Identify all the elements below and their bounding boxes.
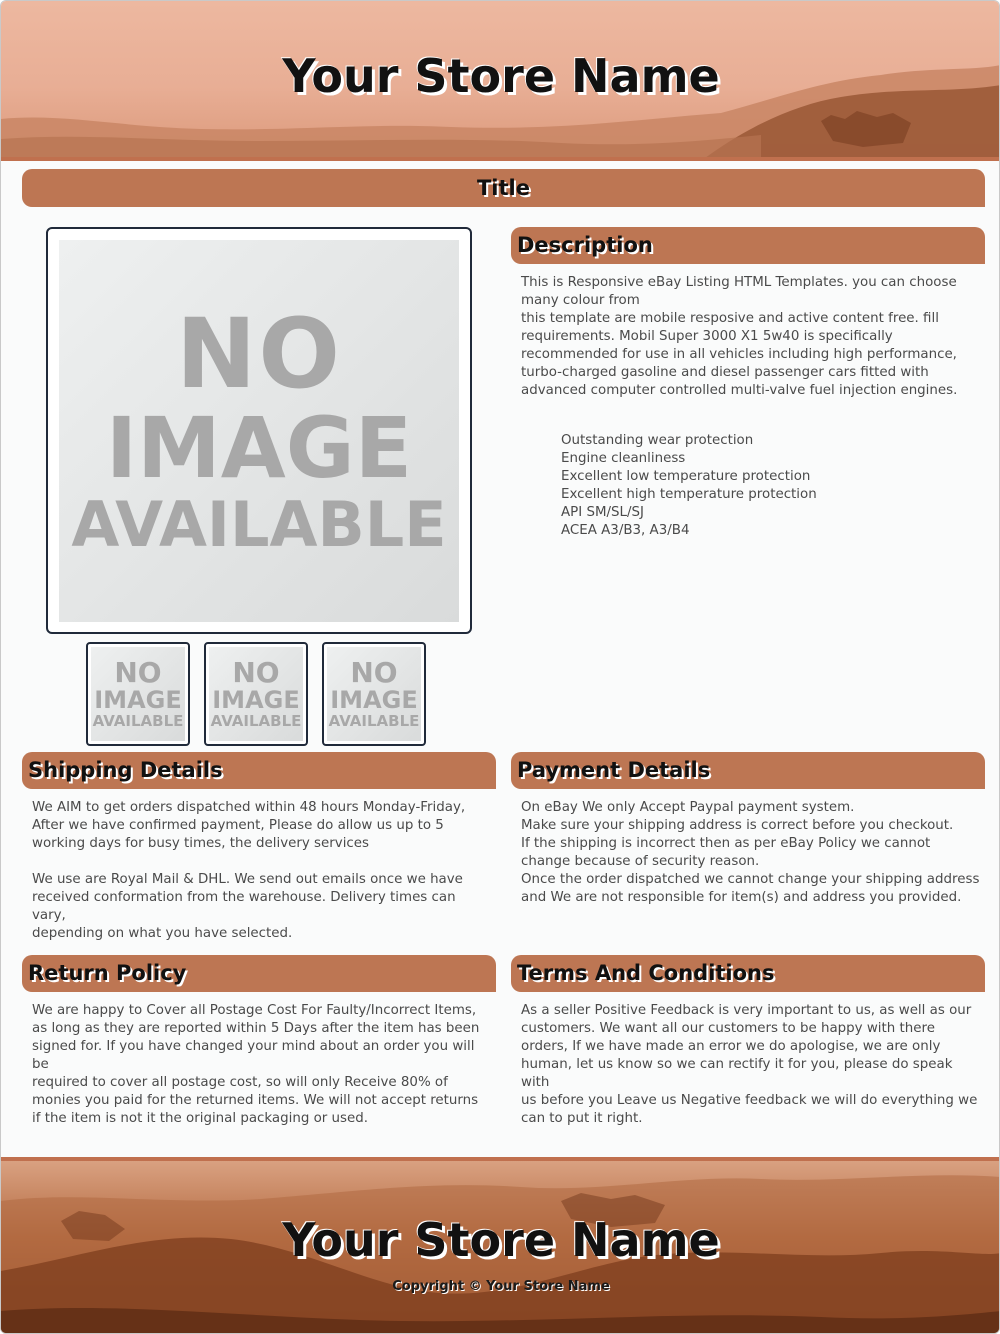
footer-copyright: Copyright © Your Store Name — [392, 1279, 610, 1294]
shipping-line: received conformation from the warehouse. Delivery times can vary, — [32, 890, 456, 923]
terms-line: us before you Leave us Negative feedback we will do everything we — [521, 1093, 978, 1108]
description-heading — [511, 227, 985, 264]
main-product-image[interactable] — [46, 227, 472, 634]
placeholder-line-1: NO — [350, 656, 398, 689]
terms-line: As a seller Positive Feedback is very important to us, as well as our — [521, 1003, 972, 1018]
shipping-line: After we have confirmed payment, Please do allow us up to 5 — [32, 818, 444, 833]
payment-line: If the shipping is incorrect then as per eBay Policy we cannot — [521, 836, 931, 851]
no-image-placeholder — [91, 647, 185, 741]
terms-heading — [511, 955, 985, 992]
feature-item: Outstanding wear protection — [561, 433, 754, 448]
returns-heading-text: Return Policy — [28, 961, 187, 985]
feature-item: Engine cleanliness — [561, 451, 686, 466]
payment-line: change because of security reason. — [521, 854, 760, 869]
payment-line: and We are not responsible for item(s) and address you provided. — [521, 890, 962, 905]
placeholder-line-2: IMAGE — [94, 686, 182, 714]
terms-line: orders, If we have made an error we do apologise, we are only — [521, 1039, 941, 1054]
payment-heading — [511, 752, 985, 789]
description-line: turbo-charged gasoline and diesel passenger cars fitted with — [521, 365, 929, 380]
description-line: recommended for use in all vehicles including high performance, — [521, 347, 957, 362]
returns-heading — [22, 955, 496, 992]
placeholder-line-2: IMAGE — [105, 399, 413, 497]
description-line: This is Responsive eBay Listing HTML Templates. you can choose — [521, 275, 957, 290]
listing-title-bar — [22, 169, 985, 207]
feature-item: Excellent low temperature protection — [561, 469, 811, 484]
placeholder-line-3: AVAILABLE — [71, 488, 447, 561]
thumbnail-2[interactable] — [204, 642, 308, 746]
description-line: requirements. Mobil Super 3000 X1 5w40 is specifically — [521, 329, 893, 344]
shipping-line: depending on what you have selected. — [32, 926, 293, 941]
placeholder-line-3: AVAILABLE — [328, 712, 420, 730]
placeholder-line-3: AVAILABLE — [92, 712, 184, 730]
placeholder-line-1: NO — [114, 656, 162, 689]
payment-heading-text: Payment Details — [517, 758, 711, 782]
placeholder-line-2: IMAGE — [212, 686, 300, 714]
store-header — [1, 1, 1000, 161]
shipping-line: We AIM to get orders dispatched within 48 hours Monday-Friday, — [32, 800, 466, 815]
thumbnail-1[interactable] — [86, 642, 190, 746]
description-body — [521, 274, 981, 540]
shipping-heading-text: Shipping Details — [28, 758, 223, 782]
returns-line: monies you paid for the returned items. We will not accept returns — [32, 1093, 479, 1108]
no-image-placeholder — [59, 240, 459, 622]
terms-body — [521, 1002, 981, 1128]
terms-line: human, let us know so we can rectify it for you, please do speak with — [521, 1057, 953, 1090]
payment-line: On eBay We only Accept Paypal payment system. — [521, 800, 855, 815]
feature-list — [521, 432, 981, 540]
thumbnail-3[interactable] — [322, 642, 426, 746]
listing-title: Title — [476, 176, 530, 200]
returns-line: required to cover all postage cost, so will only Receive 80% of — [32, 1075, 448, 1090]
terms-heading-text: Terms And Conditions — [517, 961, 775, 985]
returns-line: if the item is not it the original packaging or used. — [32, 1111, 369, 1126]
feature-item: Excellent high temperature protection — [561, 487, 817, 502]
store-footer — [1, 1157, 1000, 1334]
shipping-line: We use are Royal Mail & DHL. We send out emails once we have — [32, 872, 463, 887]
returns-line: signed for. If you have changed your mind about an order you will be — [32, 1039, 475, 1072]
returns-line: as long as they are reported within 5 Days after the item has been — [32, 1021, 480, 1036]
no-image-placeholder — [209, 647, 303, 741]
terms-line: can to put it right. — [521, 1111, 643, 1126]
terms-line: customers. We want all our customers to be happy with there — [521, 1021, 935, 1036]
description-line: this template are mobile resposive and active content free. fill — [521, 311, 939, 326]
payment-body — [521, 799, 981, 907]
payment-line: Make sure your shipping address is correct before you checkout. — [521, 818, 954, 833]
placeholder-line-3: AVAILABLE — [210, 712, 302, 730]
placeholder-line-1: NO — [232, 656, 280, 689]
description-line: advanced computer controlled multi-valve fuel injection engines. — [521, 383, 958, 398]
shipping-body — [32, 799, 492, 943]
returns-line: We are happy to Cover all Postage Cost For Faulty/Incorrect Items, — [32, 1003, 477, 1018]
placeholder-line-1: NO — [176, 298, 342, 410]
feature-item: API SM/SL/SJ — [561, 505, 644, 520]
header-store-name: Your Store Name — [282, 49, 720, 103]
shipping-line: working days for busy times, the delivery services — [32, 836, 369, 851]
shipping-heading — [22, 752, 496, 789]
description-line: many colour from — [521, 293, 640, 308]
payment-line: Once the order dispatched we cannot change your shipping address — [521, 872, 980, 887]
returns-body — [32, 1002, 492, 1128]
footer-store-name: Your Store Name — [282, 1213, 720, 1267]
no-image-placeholder — [327, 647, 421, 741]
feature-item: ACEA A3/B3, A3/B4 — [561, 523, 690, 538]
description-heading-text: Description — [517, 233, 653, 257]
placeholder-line-2: IMAGE — [330, 686, 418, 714]
